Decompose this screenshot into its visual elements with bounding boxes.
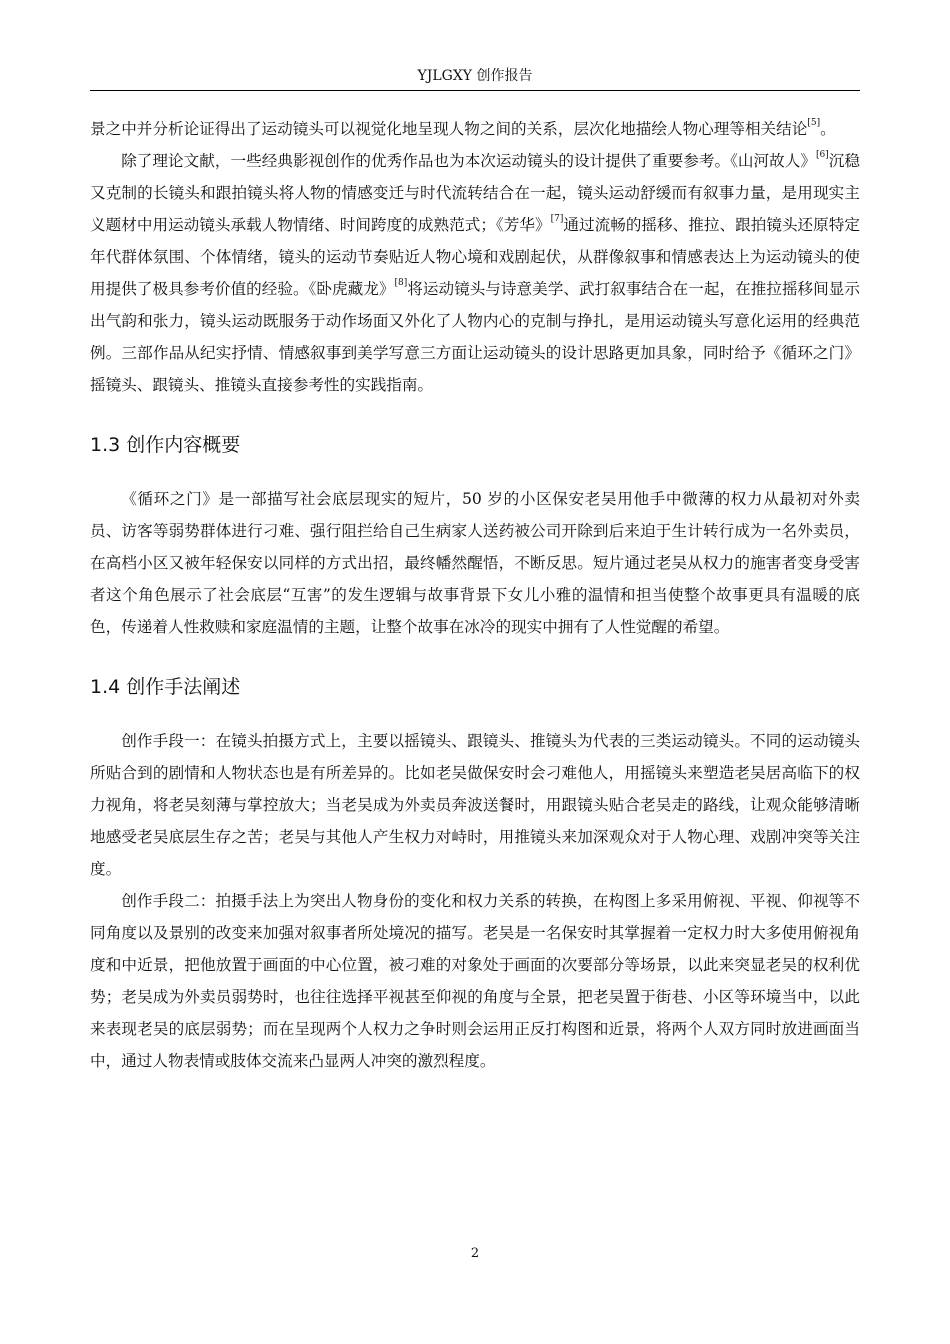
citation-ref: [7] (550, 214, 564, 224)
section-heading-1-3: 1.3 创作内容概要 (90, 434, 241, 456)
paragraph-method-two: 创作手段二：拍摄手法上为突出人物身份的变化和权力关系的转换，在构图上多采用俯视、平视、仰视等不同角度以及景别的改变来加强对叙事者所处境况的描写。老吴是一名保安时其掌握着一定权力时大多使用俯视角度和中近景，把他放置于画面的中心位置，被刁难的对象处于画面的次要部分等场景，以此来突显老吴的权利优势；老吴成为外卖员弱势时，也往往选择平视甚至仰视的角度与全景，把老吴置于街巷、小区等环境当中，以此来表现老吴的底层弱势；而在呈现两个人权力之争时则会运用正反打构图和近景，将两个人双方同时放进画面当中，通过人物表情或肢体交流来凸显两人冲突的激烈程度。 (90, 892, 860, 1070)
paragraph-text: 沉稳又克制的长镜头和跟拍镜头将人物的情感变迁与时代流转结合在一起，镜头运动舒缓而有叙事力量，是用现实主义题材中用运动镜头承载人物情绪、时间跨度的成熟范式；《芳华》 (90, 152, 860, 234)
paragraph-content-summary: 《循环之门》是一部描写社会底层现实的短片，50 岁的小区保安老吴用他手中微薄的权力从最初对外卖员、访客等弱势群体进行刁难、强行阻拦给自己生病家人送药被公司开除到后来迫于生计转行成为一名外卖员，在高档小区又被年轻保安以同样的方式出招，最终幡然醒悟，不断反思。短片通过老吴从权力的施害者变身受害者这个角色展示了社会底层“互害”的发生逻辑与故事背景下女儿小雅的温情和担当使整个故事更具有温暖的底色，传递着人性救赎和家庭温情的主题，让整个故事在冰冷的现实中拥有了人性觉醒的希望。 (90, 490, 860, 636)
citation-ref: [6] (816, 150, 829, 160)
paragraph-text: 通过流畅的摇移、推拉、跟拍镜头还原特定年代群体氛围、个体情绪，镜头的运动节奏贴近人物心境和戏剧起伏，从群像叙事和情感表达上为运动镜头的使用提供了极具参考价值的经验。《卧虎藏龙》 (90, 216, 860, 298)
paragraph-text: 将运动镜头与诗意美学、武打叙事结合在一起，在推拉摇移间显示出气韵和张力，镜头运动既服务于动作场面又外化了人物内心的克制与挣扎，是用运动镜头写意化运用的经典范例。三部作品从纪实抒情、情感叙事到美学写意三方面让运动镜头的设计思路更加具象，同时给予《循环之门》摇镜头、跟镜头、推镜头直接参考性的实践指南。 (90, 280, 860, 394)
paragraph-method-one: 创作手段一：在镜头拍摄方式上，主要以摇镜头、跟镜头、推镜头为代表的三类运动镜头。不同的运动镜头所贴合到的剧情和人物状态也是有所差异的。比如老吴做保安时会刁难他人，用摇镜头来塑造老吴居高临下的权力视角，将老吴刻薄与掌控放大；当老吴成为外卖员奔波送餐时，用跟镜头贴合老吴走的路线，让观众能够清晰地感受老吴底层生存之苦；老吴与其他人产生权力对峙时，用推镜头来加深观众对于人物心理、戏剧冲突等关注度。 (90, 732, 860, 878)
paragraph-text: 除了理论文献，一些经典影视创作的优秀作品也为本次运动镜头的设计提供了重要参考。《山河故人》 (121, 152, 817, 170)
citation-ref: [5] (807, 118, 821, 128)
running-header (90, 66, 860, 91)
page-number: 2 (470, 1246, 480, 1261)
section-heading-1-4: 1.4 创作手法阐述 (90, 676, 241, 698)
header-title: YJLGXY 创作报告 (417, 68, 533, 84)
paragraph-references-works (90, 145, 860, 401)
citation-ref: [8] (394, 278, 408, 288)
paragraph-text: 。 (820, 120, 836, 138)
body-text (90, 113, 860, 1077)
paragraph-text: 景之中并分析论证得出了运动镜头可以视觉化地呈现人物之间的关系，层次化地描绘人物心理等相关结论 (90, 120, 808, 138)
paragraph-continuation (90, 113, 860, 145)
